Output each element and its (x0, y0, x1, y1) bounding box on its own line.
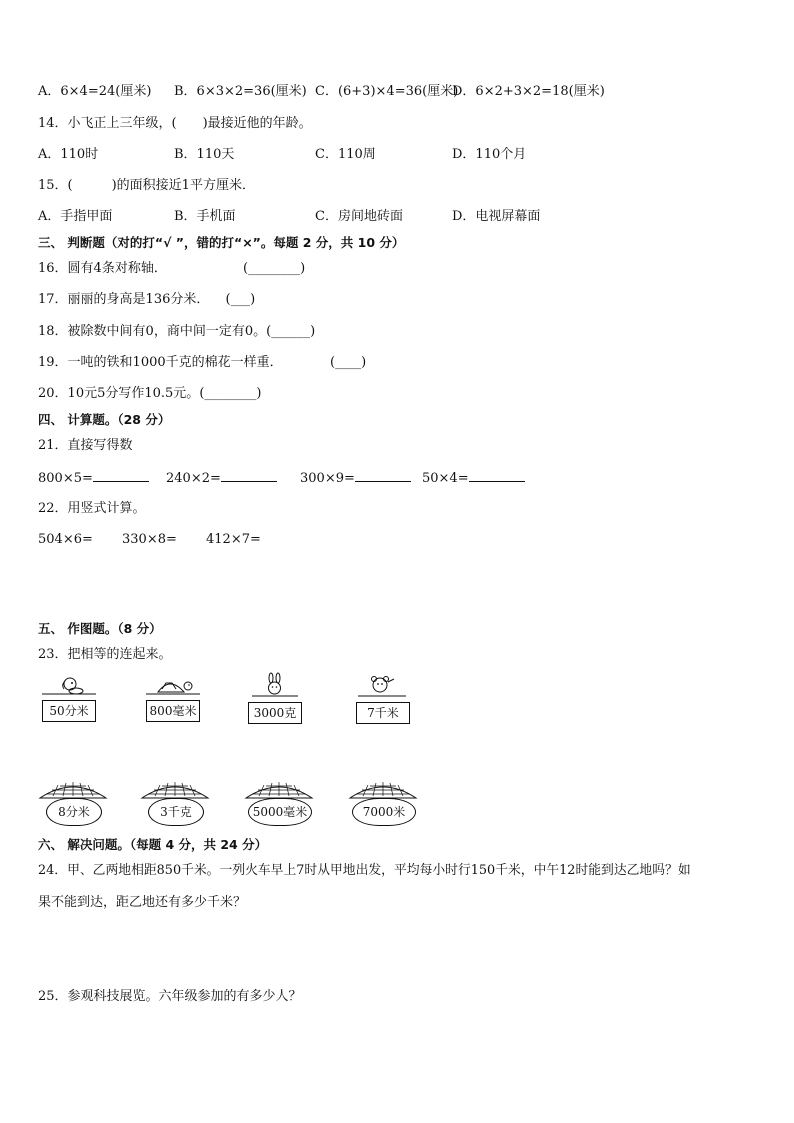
q13-option-d[interactable]: D．6×2+3×2=18(厘米) (452, 84, 605, 99)
judge-19-answer[interactable]: (____) (330, 355, 367, 370)
judge-20-text: 20．10元5分写作10.5元。 (38, 386, 200, 401)
q21-stem: 21．直接写得数 (38, 438, 133, 453)
q25-stem: 25．参观科技展览。六年级参加的有多少人？ (38, 989, 302, 1004)
q23-stem: 23．把相等的连起来。 (38, 647, 172, 662)
q14-option-b[interactable]: B．110天 (174, 147, 235, 162)
q15-option-d[interactable]: D．电视屏幕面 (452, 209, 541, 224)
q23-top-label-1: 50分米 (42, 700, 96, 722)
q24-line-1: 24．甲、乙两地相距850千米。一列火车早上7时从甲地出发，平均每小时行150千米，中午12时能到达乙地吗？如 (38, 863, 691, 878)
q23-top-card-3[interactable] (246, 672, 304, 728)
q22-stem: 22．用竖式计算。 (38, 501, 146, 516)
q21-answer-blank-3[interactable] (355, 470, 411, 482)
q15-option-b[interactable]: B．手机面 (174, 209, 236, 224)
q13-option-b[interactable]: B．6×3×2=36(厘米) (174, 84, 307, 99)
q23-top-label-4: 7千米 (356, 702, 410, 724)
judge-17 (38, 292, 255, 308)
q23-top-label-2: 800毫米 (146, 700, 200, 722)
q23-bottom-card-3[interactable] (244, 780, 314, 830)
judge-18-text: 18．被除数中间有0，商中间一定有0。 (38, 324, 267, 339)
q14-option-d[interactable]: D．110个月 (452, 147, 527, 162)
section-4-heading: 四、 计算题。（28 分） (38, 412, 171, 427)
judge-18-answer[interactable]: (______) (266, 324, 316, 339)
q23-top-card-2[interactable] (144, 672, 204, 728)
judge-16 (38, 261, 306, 277)
q15-option-a[interactable]: A．手指甲面 (38, 209, 113, 224)
section-3-heading: 三、 判断题（对的打“√ ”，错的打“×”。每题 2 分，共 10 分） (38, 235, 405, 250)
q23-top-card-4[interactable] (354, 672, 412, 728)
q14-stem: 14．小飞正上三年级，( )最接近他的年龄。 (38, 116, 312, 131)
judge-17-answer[interactable]: (___) (225, 292, 256, 307)
q24-line-2: 果不能到达，距乙地还有多少千米？ (38, 895, 247, 910)
judge-16-text: 16．圆有4条对称轴． (38, 261, 167, 276)
judge-19 (38, 355, 367, 371)
q23-top-label-3: 3000克 (248, 702, 302, 724)
q23-top-card-1[interactable] (40, 672, 98, 728)
q15-option-c[interactable]: C．房间地砖面 (315, 209, 403, 224)
q23-bottom-label-3: 5000毫米 (248, 798, 312, 826)
q23-bottom-card-1[interactable] (38, 780, 108, 830)
q21-answer-blank-4[interactable] (469, 470, 525, 482)
q21-answer-blank-2[interactable] (221, 470, 277, 482)
q21-item-3: 300×9= (300, 470, 411, 487)
q23-bottom-label-2: 3千克 (148, 798, 204, 826)
q23-bottom-label-4: 7000米 (352, 798, 416, 826)
q21-item-1: 800×5= (38, 470, 149, 487)
judge-18 (38, 324, 315, 340)
q14-option-a[interactable]: A．110时 (38, 147, 99, 162)
judge-20-answer[interactable]: (________) (199, 386, 262, 401)
q21-item-4: 50×4= (422, 470, 525, 487)
q21-answer-blank-1[interactable] (93, 470, 149, 482)
section-5-heading: 五、 作图题。（8 分） (38, 621, 162, 636)
q22-item-2: 330×8= (122, 532, 177, 547)
judge-16-answer[interactable]: (________) (243, 261, 306, 276)
q14-option-c[interactable]: C．110周 (315, 147, 376, 162)
q22-item-1: 504×6= (38, 532, 93, 547)
judge-17-text: 17．丽丽的身高是136分米． (38, 292, 210, 307)
q23-bottom-card-2[interactable] (140, 780, 210, 830)
q13-option-c[interactable]: C．(6+3)×4=36(厘米) (315, 84, 459, 99)
q22-item-3: 412×7= (206, 532, 261, 547)
section-6-heading: 六、 解决问题。（每题 4 分，共 24 分） (38, 837, 268, 852)
q23-bottom-card-4[interactable] (348, 780, 418, 830)
judge-19-text: 19．一吨的铁和1000千克的棉花一样重． (38, 355, 283, 370)
q13-option-a[interactable]: A．6×4=24(厘米) (38, 84, 152, 99)
q15-stem: 15．( )的面积接近1平方厘米． (38, 178, 255, 193)
judge-20 (38, 386, 261, 402)
q21-item-2: 240×2= (166, 470, 277, 487)
q23-bottom-label-1: 8分米 (46, 798, 102, 826)
